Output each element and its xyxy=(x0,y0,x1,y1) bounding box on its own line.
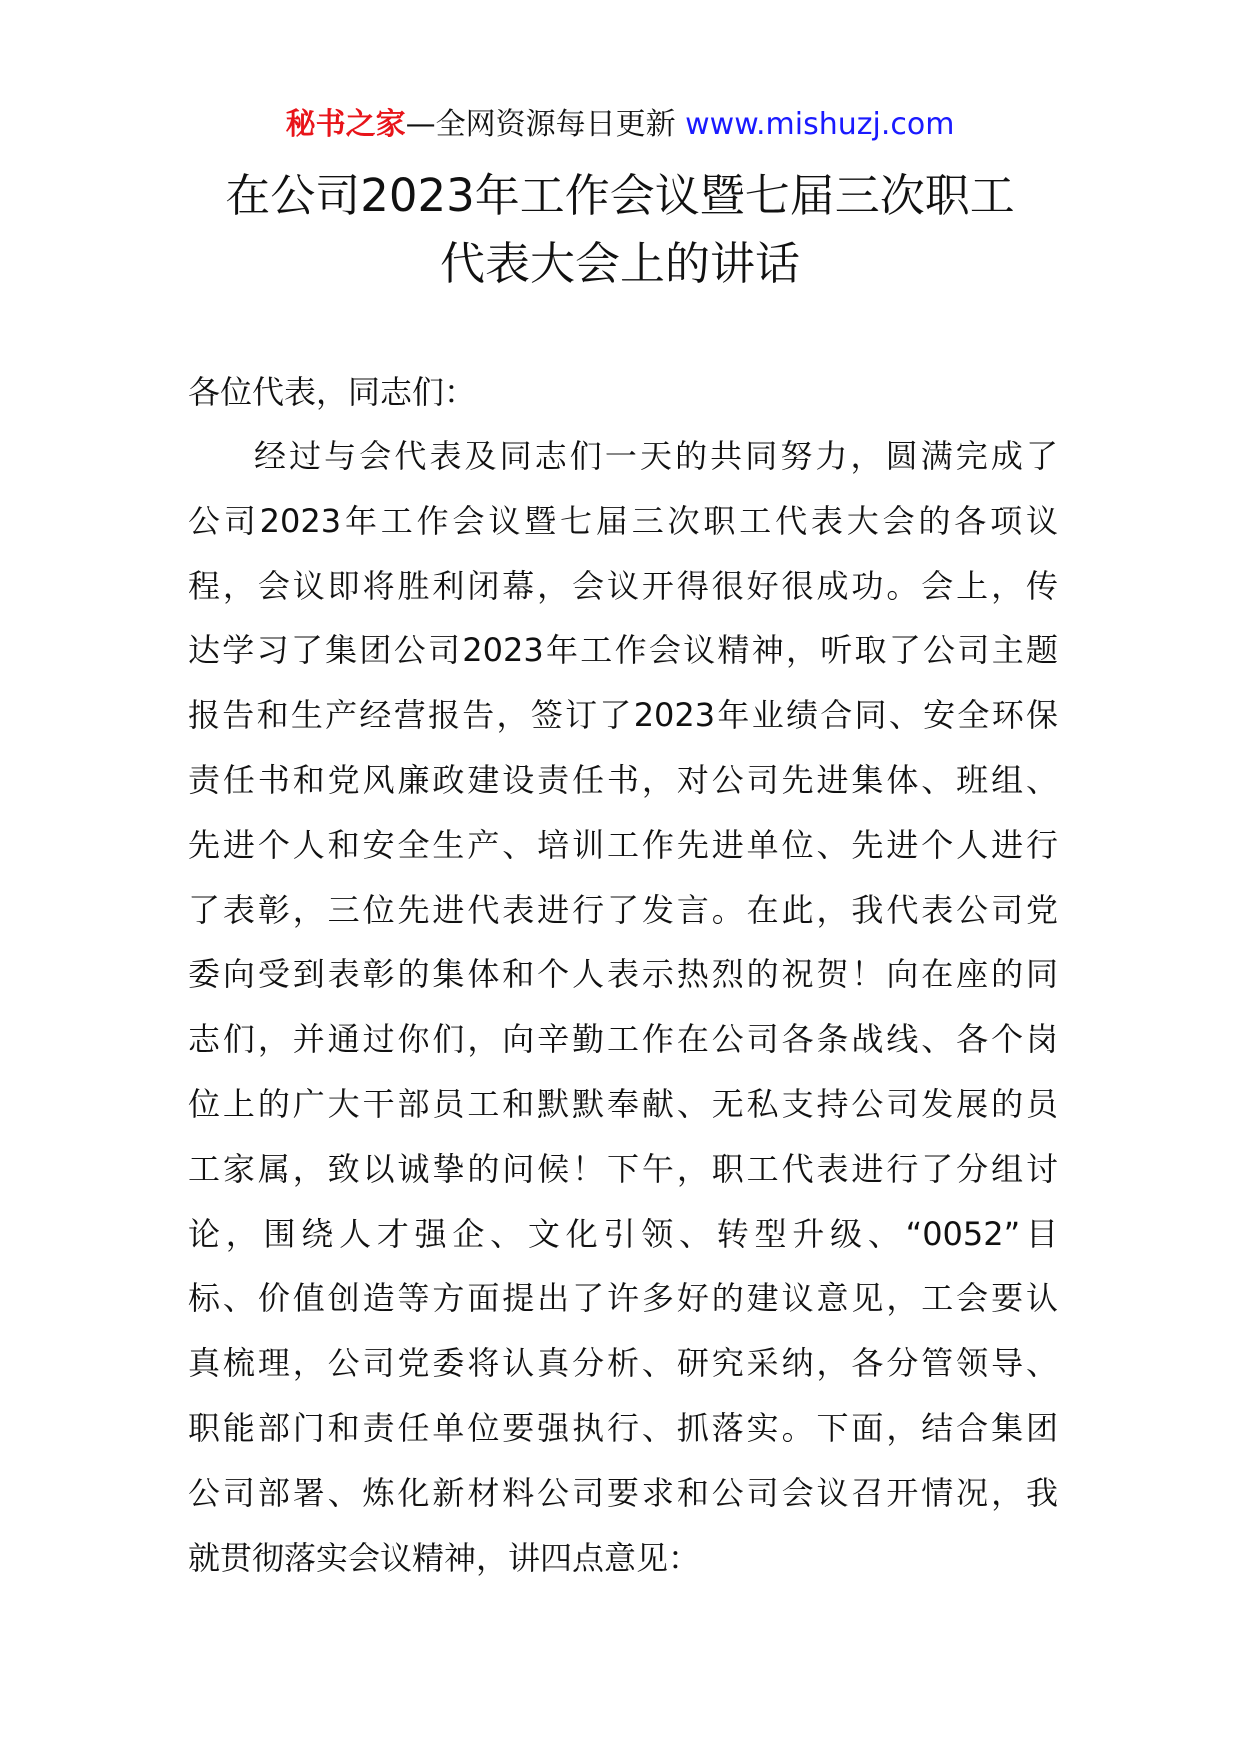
site-url-link[interactable]: www.mishuzj.com xyxy=(685,107,955,142)
paragraph-line: 先进个人和安全生产、培训工作先进单位、先进个人进行 xyxy=(188,825,1058,864)
paragraph-line: 达学习了集团公司2023年工作会议精神，听取了公司主题 xyxy=(188,631,1058,670)
title-line-1: 在公司2023年工作会议暨七届三次职工 xyxy=(225,169,1015,222)
paragraph-line: 位上的广大干部员工和默默奉献、无私支持公司发展的员 xyxy=(188,1084,1058,1123)
header-tagline: —全网资源每日更新 xyxy=(405,107,686,142)
paragraph-line: 职能部门和责任单位要强执行、抓落实。下面，结合集团 xyxy=(188,1408,1058,1447)
body-paragraph xyxy=(188,424,1058,1590)
paragraph-line: 就贯彻落实会议精神，讲四点意见： xyxy=(188,1538,701,1577)
paragraph-line: 程，会议即将胜利闭幕，会议开得很好很成功。会上，传 xyxy=(188,566,1058,605)
brand-name: 秘书之家 xyxy=(285,107,406,142)
salutation: 各位代表，同志们： xyxy=(188,373,477,411)
paragraph-line: 公司2023年工作会议暨七届三次职工代表大会的各项议 xyxy=(188,501,1058,540)
paragraph-line: 责任书和党风廉政建设责任书，对公司先进集体、班组、 xyxy=(188,760,1058,799)
paragraph-line: 论，围绕人才强企、文化引领、转型升级、“0052”目 xyxy=(188,1214,1058,1253)
paragraph-line: 工家属，致以诚挚的问候！下午，职工代表进行了分组讨 xyxy=(188,1149,1058,1188)
paragraph-line: 报告和生产经营报告，签订了2023年业绩合同、安全环保 xyxy=(188,696,1058,735)
paragraph-line: 志们，并通过你们，向辛勤工作在公司各条战线、各个岗 xyxy=(188,1020,1058,1059)
paragraph-line: 公司部署、炼化新材料公司要求和公司会议召开情况，我 xyxy=(188,1473,1058,1512)
paragraph-line: 经过与会代表及同志们一天的共同努力，圆满完成了 xyxy=(254,437,1058,475)
title-line-2: 代表大会上的讲话 xyxy=(439,237,800,290)
site-header xyxy=(0,100,1240,150)
paragraph-line: 标、价值创造等方面提出了许多好的建议意见，工会要认 xyxy=(188,1279,1058,1318)
paragraph-line: 真梳理，公司党委将认真分析、研究采纳，各分管领导、 xyxy=(188,1344,1058,1383)
paragraph-line: 委向受到表彰的集体和个人表示热烈的祝贺！向在座的同 xyxy=(188,955,1058,994)
document-title xyxy=(140,162,1100,298)
paragraph-line: 了表彰，三位先进代表进行了发言。在此，我代表公司党 xyxy=(188,890,1058,929)
